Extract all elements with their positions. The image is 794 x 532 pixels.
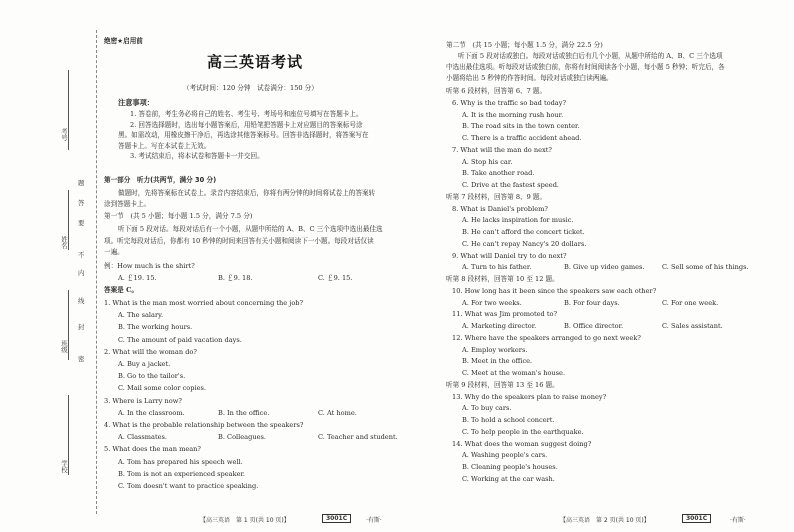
question-stem: 4. What is the probable relationship between the speakers? bbox=[104, 421, 304, 429]
class-label: 班级 bbox=[60, 340, 68, 353]
question-option: A. In the classroom. bbox=[118, 408, 185, 417]
question-stem: 13. Why do the speakers plan to raise money? bbox=[452, 392, 607, 401]
question-option: A. The salary. bbox=[118, 311, 164, 320]
question-option: B. Tom is not an experienced speaker. bbox=[118, 469, 245, 478]
question-option: C. Mail some color copies. bbox=[118, 384, 206, 393]
example-answer: 答案是 C。 bbox=[104, 286, 138, 294]
question-option: B. Take another road. bbox=[462, 169, 535, 178]
example-question: 例：How much is the shirt? bbox=[104, 262, 195, 270]
right-mark: ·有斯· bbox=[730, 517, 746, 524]
section2-heading: 第二节 (共 15 小题；每小题 1.5 分，满分 22.5 分) bbox=[446, 41, 603, 49]
part1-intro-1: 做题时，先将答案标在试卷上。录音内容结束后，你将有两分钟的时间将试卷上的答案转 bbox=[118, 189, 376, 197]
section1-intro-line: 一遍。 bbox=[104, 248, 124, 256]
class-line bbox=[68, 290, 69, 360]
question-stem: 6. Why is the traffic so bad today? bbox=[452, 98, 566, 107]
question-option: C. At home. bbox=[318, 408, 357, 417]
question-option: A. He lacks inspiration for music. bbox=[462, 216, 574, 225]
question-option: B. Meet in the office. bbox=[462, 357, 533, 366]
question-option: C. There is a traffic accident ahead. bbox=[462, 134, 582, 142]
material-label: 听第 9 段材料，回答第 13 至 16 题。 bbox=[446, 380, 559, 389]
question-option: A. Employ workers. bbox=[462, 345, 528, 354]
seal-char: 题 bbox=[78, 179, 85, 187]
exam-no-line bbox=[68, 70, 69, 150]
seal-char: 线 bbox=[78, 297, 85, 305]
question-option: B. Office director. bbox=[564, 322, 624, 330]
question-option: C. Drive at the fastest speed. bbox=[462, 181, 560, 189]
exam-info: （考试时间：120 分钟 试卷满分：150 分） bbox=[183, 84, 318, 92]
note-line: 答题卡上。写在本试卷上无效。 bbox=[118, 141, 211, 150]
left-mark: ·有斯· bbox=[366, 517, 382, 524]
binding-dashed-line bbox=[96, 30, 97, 514]
example-option-b: B. ￡9. 18. bbox=[218, 274, 253, 282]
left-code: 3001C bbox=[322, 514, 351, 523]
note-line: 3. 考试结束后，将本试卷和答题卡一并交回。 bbox=[130, 152, 264, 161]
seal-char: 要 bbox=[78, 219, 85, 227]
name-label: 姓名 bbox=[60, 236, 68, 249]
school-label: 学校 bbox=[60, 460, 68, 473]
question-stem: 2. What will the woman do? bbox=[104, 347, 197, 356]
question-option: C. He can't repay Nancy's 20 dollars. bbox=[462, 239, 587, 248]
question-option: B. Go to the tailor's. bbox=[118, 372, 186, 381]
question-option: B. The road sits in the town center. bbox=[462, 122, 580, 131]
question-stem: 5. What does the man mean? bbox=[104, 445, 201, 454]
name-line bbox=[68, 190, 69, 250]
exam-no-label: 考号 bbox=[60, 128, 68, 141]
part1-intro-2: 涂到答题卡上。 bbox=[104, 200, 151, 208]
section1-intro-line: 听下面 5 段对话。每段对话后有一个小题，从题中所给的 A、B、C 三个选项中选出最佳选 bbox=[118, 225, 383, 233]
right-page-footer: 【高三英语 第 2 页(共 10 页)】 bbox=[560, 517, 650, 524]
question-stem: 7. What will the man do next? bbox=[452, 145, 552, 154]
section1-intro-line: 项。听完每段对话后，你都有 10 秒钟的时间来回答有关小题和阅读下一小题。每段对话仅读 bbox=[104, 236, 374, 245]
question-option: B. The working hours. bbox=[118, 323, 193, 332]
note-line: 黑。如需改动，用橡皮擦干净后，再选涂其他答案标号。回答非选择题时，将答案写在 bbox=[118, 131, 369, 140]
question-option: A. Tom has prepared his speech well. bbox=[118, 457, 243, 466]
notes-heading: 注意事项： bbox=[118, 98, 154, 107]
seal-char: 不 bbox=[78, 251, 85, 259]
section2-intro-line: 小题将给出 5 秒钟的作答时间。每段对话或独白读两遍。 bbox=[446, 74, 613, 82]
question-option: C. For one week. bbox=[662, 298, 719, 307]
question-option: B. To hold a school concert. bbox=[462, 416, 555, 424]
section1-heading: 第一节 (共 5 小题；每小题 1.5 分，满分 7.5 分) bbox=[104, 212, 253, 220]
right-code: 3001C bbox=[682, 514, 711, 523]
question-option: A. For two weeks. bbox=[462, 298, 522, 307]
question-stem: 8. What is Daniel's problem? bbox=[452, 204, 548, 213]
question-option: A. Marketing director. bbox=[462, 322, 537, 330]
note-line: 2. 回答选择题时，选出每小题答案后，用铅笔把答题卡上对应题目的答案标号涂 bbox=[130, 120, 363, 129]
question-option: C. Sales assistant. bbox=[662, 322, 723, 330]
seal-char: 内 bbox=[78, 269, 85, 277]
example-option-c: C. ￡9. 15. bbox=[318, 274, 353, 282]
question-option: B. In the office. bbox=[218, 408, 270, 417]
section2-intro-line: 听下面 5 段对话或独白。每段对话或独白后有几个小题，从题中所给的 A、B、C 三个选项 bbox=[458, 52, 723, 60]
question-option: C. To help people in the earthquake. bbox=[462, 427, 584, 436]
question-option: C. Sell some of his things. bbox=[662, 263, 749, 272]
material-label: 听第 8 段材料，回答第 10 至 12 题。 bbox=[446, 275, 559, 283]
question-option: B. Colleagues. bbox=[218, 433, 266, 442]
question-option: A. Classmates. bbox=[118, 433, 168, 442]
question-option: A. Stop his car. bbox=[462, 157, 513, 166]
question-option: B. Cleaning people's houses. bbox=[462, 463, 558, 471]
seal-char: 答 bbox=[78, 199, 85, 207]
question-option: A. Washing people's cars. bbox=[462, 451, 548, 460]
question-option: A. To buy cars. bbox=[462, 404, 512, 413]
question-stem: 10. How long has it been since the speakers saw each other? bbox=[452, 286, 657, 295]
question-option: C. Meet at the woman's house. bbox=[462, 369, 566, 377]
left-page-footer: 【高三英语 第 1 页(共 10 页)】 bbox=[200, 517, 290, 524]
material-label: 听第 6 段材料，回答第 6、7 题。 bbox=[446, 87, 547, 95]
school-line bbox=[68, 395, 69, 475]
question-stem: 1. What is the man most worried about concerning the job? bbox=[104, 299, 304, 307]
question-option: A. Turn to his father. bbox=[462, 263, 532, 272]
question-option: B. He can't afford the concert ticket. bbox=[462, 228, 585, 236]
question-stem: 11. What was Jim promoted to? bbox=[452, 310, 558, 319]
example-option-a: A. ￡19. 15. bbox=[118, 274, 157, 282]
seal-char: 密 bbox=[78, 355, 85, 363]
question-option: A. It is the morning rush hour. bbox=[462, 110, 564, 119]
question-stem: 12. Where have the speakers arranged to go next week? bbox=[452, 333, 641, 342]
seal-char: 封 bbox=[78, 323, 85, 331]
exam-title: 高三英语考试 bbox=[207, 53, 304, 71]
part1-heading: 第一部分 听力(共两节，满分 30 分) bbox=[104, 176, 217, 184]
section2-intro-line: 中选出最佳选项。听每段对话或独白前，你将有时间阅读各个小题，每小题 5 秒钟；听完后，各 bbox=[446, 63, 725, 71]
question-stem: 3. Where is Larry now? bbox=[104, 396, 182, 405]
secret-label: 绝密★启用前 bbox=[104, 37, 143, 45]
question-option: C. The amount of paid vacation days. bbox=[118, 335, 242, 344]
note-line: 1. 答卷前，考生务必将自己的姓名、考生号、考场号和座位号填写在答题卡上。 bbox=[130, 110, 363, 118]
question-option: B. Give up video games. bbox=[564, 263, 645, 272]
question-option: C. Tom doesn't want to practice speaking. bbox=[118, 482, 259, 490]
question-option: C. Working at the car wash. bbox=[462, 474, 555, 483]
question-option: B. For four days. bbox=[564, 298, 620, 307]
question-option: C. Teacher and student. bbox=[318, 433, 398, 442]
question-stem: 9. What will Daniel try to do next? bbox=[452, 251, 567, 260]
material-label: 听第 7 段材料，回答第 8、9 题。 bbox=[446, 192, 547, 201]
question-option: A. Buy a jacket. bbox=[118, 360, 171, 368]
question-stem: 14. What does the woman suggest doing? bbox=[452, 439, 592, 448]
